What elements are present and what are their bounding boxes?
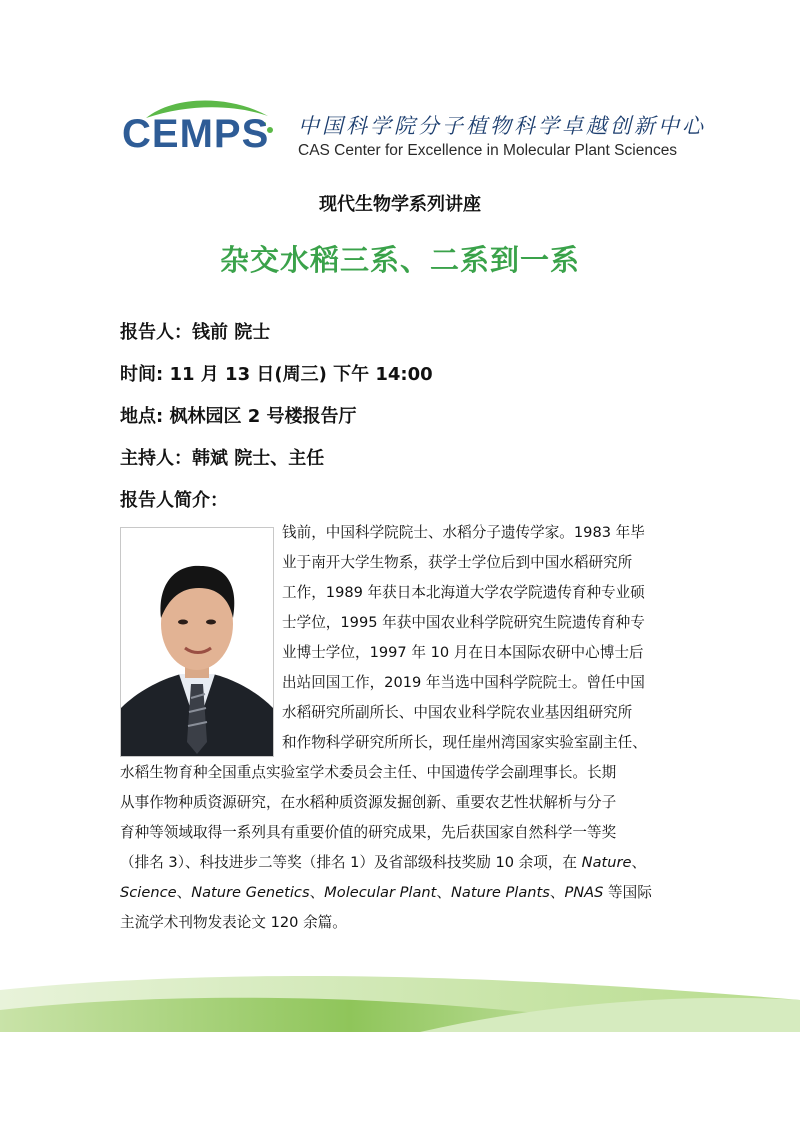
bio-text: （排名 3）、科技进步二等奖（排名 1）及省部级科技奖励 10 余项，在 — [120, 854, 582, 871]
separator: 、 — [309, 884, 325, 901]
bio-line: 从事作物种质资源研究，在水稻种质资源发掘创新、重要农艺性状解析与分子 — [120, 794, 617, 811]
cemps-logo — [118, 96, 278, 158]
bio-line: 士学位，1995 年获中国农业科学院研究生院遗传育种专 — [282, 614, 645, 631]
logo-text: CEMPS — [122, 112, 270, 156]
journal-nature-genetics: Nature Genetics — [191, 884, 310, 901]
org-name-chinese: 中国科学院分子植物科学卓越创新中心 — [298, 114, 706, 138]
bottom-wave-decoration — [0, 960, 800, 1040]
bio-line: 和作物科学研究所所长，现任崖州湾国家实验室副主任、 — [282, 734, 647, 751]
bio-line: 钱前，中国科学院院士、水稻分子遗传学家。1983 年毕 — [282, 524, 645, 541]
separator: 、 — [549, 884, 565, 901]
separator: 、 — [436, 884, 452, 901]
bio-line — [120, 878, 685, 908]
location-line: 地点: 枫林园区 2 号楼报告厅 — [120, 406, 357, 427]
journal-molecular-plant: Molecular Plant — [324, 884, 437, 901]
bio-text: 、 — [631, 854, 647, 871]
time-line: 时间: 11 月 13 日(周三) 下午 14:00 — [120, 364, 433, 385]
journal-pnas: PNAS — [564, 884, 604, 901]
bio-line — [120, 848, 685, 878]
bio-line: 育种等领域取得一系列具有重要价值的研究成果，先后获国家自然科学一等奖 — [120, 824, 617, 841]
bio-line: 水稻研究所副所长、中国农业科学院农业基因组研究所 — [282, 704, 633, 721]
speaker-bio — [120, 518, 685, 938]
speaker-line: 报告人：钱前 院士 — [120, 322, 271, 343]
org-name-english: CAS Center for Excellence in Molecular Plant Sciences — [298, 142, 678, 159]
bio-line: 主流学术刊物发表论文 120 余篇。 — [120, 914, 347, 931]
lecture-title: 杂交水稻三系、二系到一系 — [219, 243, 580, 277]
journal-nature: Nature — [581, 854, 632, 871]
bio-line: 水稻生物育种全国重点实验室学术委员会主任、中国遗传学会副理事长。长期 — [120, 764, 617, 781]
separator: 、 — [176, 884, 192, 901]
host-line: 主持人：韩斌 院士、主任 — [120, 448, 325, 469]
lecture-series: 现代生物学系列讲座 — [319, 194, 481, 215]
bio-text: 等国际 — [603, 884, 652, 901]
journal-nature-plants: Nature Plants — [451, 884, 550, 901]
bio-line: 出站回国工作，2019 年当选中国科学院院士。曾任中国 — [282, 674, 645, 691]
bio-line: 工作，1989 年获日本北海道大学农学院遗传育种专业硕 — [282, 584, 645, 601]
bio-line: 业博士学位，1997 年 10 月在日本国际农研中心博士后 — [282, 644, 644, 661]
bio-heading: 报告人简介： — [120, 490, 228, 511]
bio-line: 业于南开大学生物系，获学士学位后到中国水稻研究所 — [282, 554, 633, 571]
journal-science: Science — [120, 884, 177, 901]
